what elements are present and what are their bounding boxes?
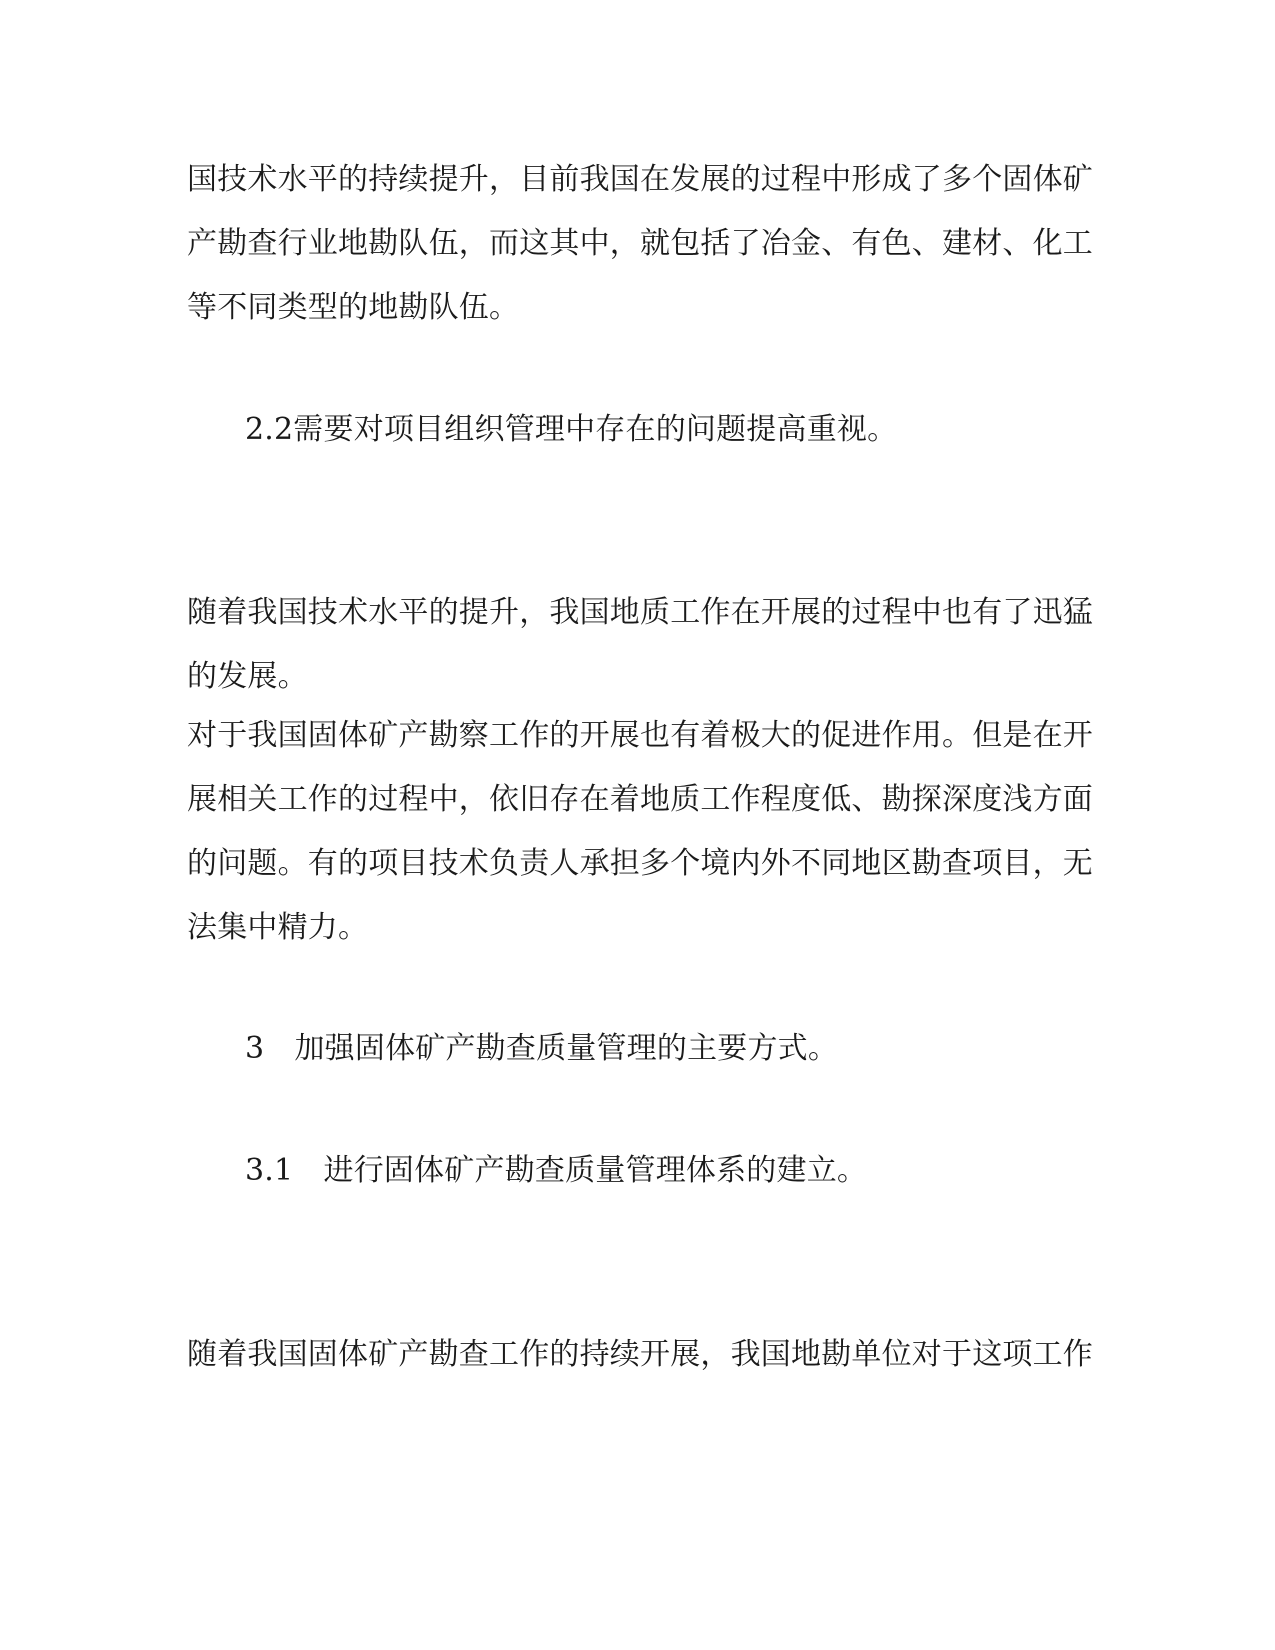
paragraph-2-line-1: 随着我国技术水平的提升，我国地质工作在开展的过程中也有了迅猛 [187, 595, 1093, 630]
section-heading-3-1: 3.1 进行固体矿产勘查质量管理体系的建立。 [245, 1153, 868, 1188]
paragraph-3-line-3: 的问题。有的项目技术负责人承担多个境内外不同地区勘查项目，无 [187, 846, 1093, 881]
paragraph-1-line-2: 产勘查行业地勘队伍，而这其中，就包括了冶金、有色、建材、化工 [187, 226, 1093, 261]
section-heading-2-2: 2.2需要对项目组织管理中存在的问题提高重视。 [245, 412, 898, 447]
paragraph-4-line-1: 随着我国固体矿产勘查工作的持续开展，我国地勘单位对于这项工作 [187, 1337, 1093, 1372]
paragraph-1-line-3: 等不同类型的地勘队伍。 [187, 290, 520, 325]
section-heading-3: 3 加强固体矿产勘查质量管理的主要方式。 [245, 1031, 839, 1066]
paragraph-3-line-1: 对于我国固体矿产勘察工作的开展也有着极大的促进作用。但是在开 [187, 718, 1093, 753]
paragraph-3-line-4: 法集中精力。 [187, 910, 369, 945]
paragraph-3-line-2: 展相关工作的过程中，依旧存在着地质工作程度低、勘探深度浅方面 [187, 782, 1093, 817]
paragraph-2-line-2: 的发展。 [187, 659, 308, 694]
paragraph-1-line-1: 国技术水平的持续提升，目前我国在发展的过程中形成了多个固体矿 [187, 162, 1093, 197]
